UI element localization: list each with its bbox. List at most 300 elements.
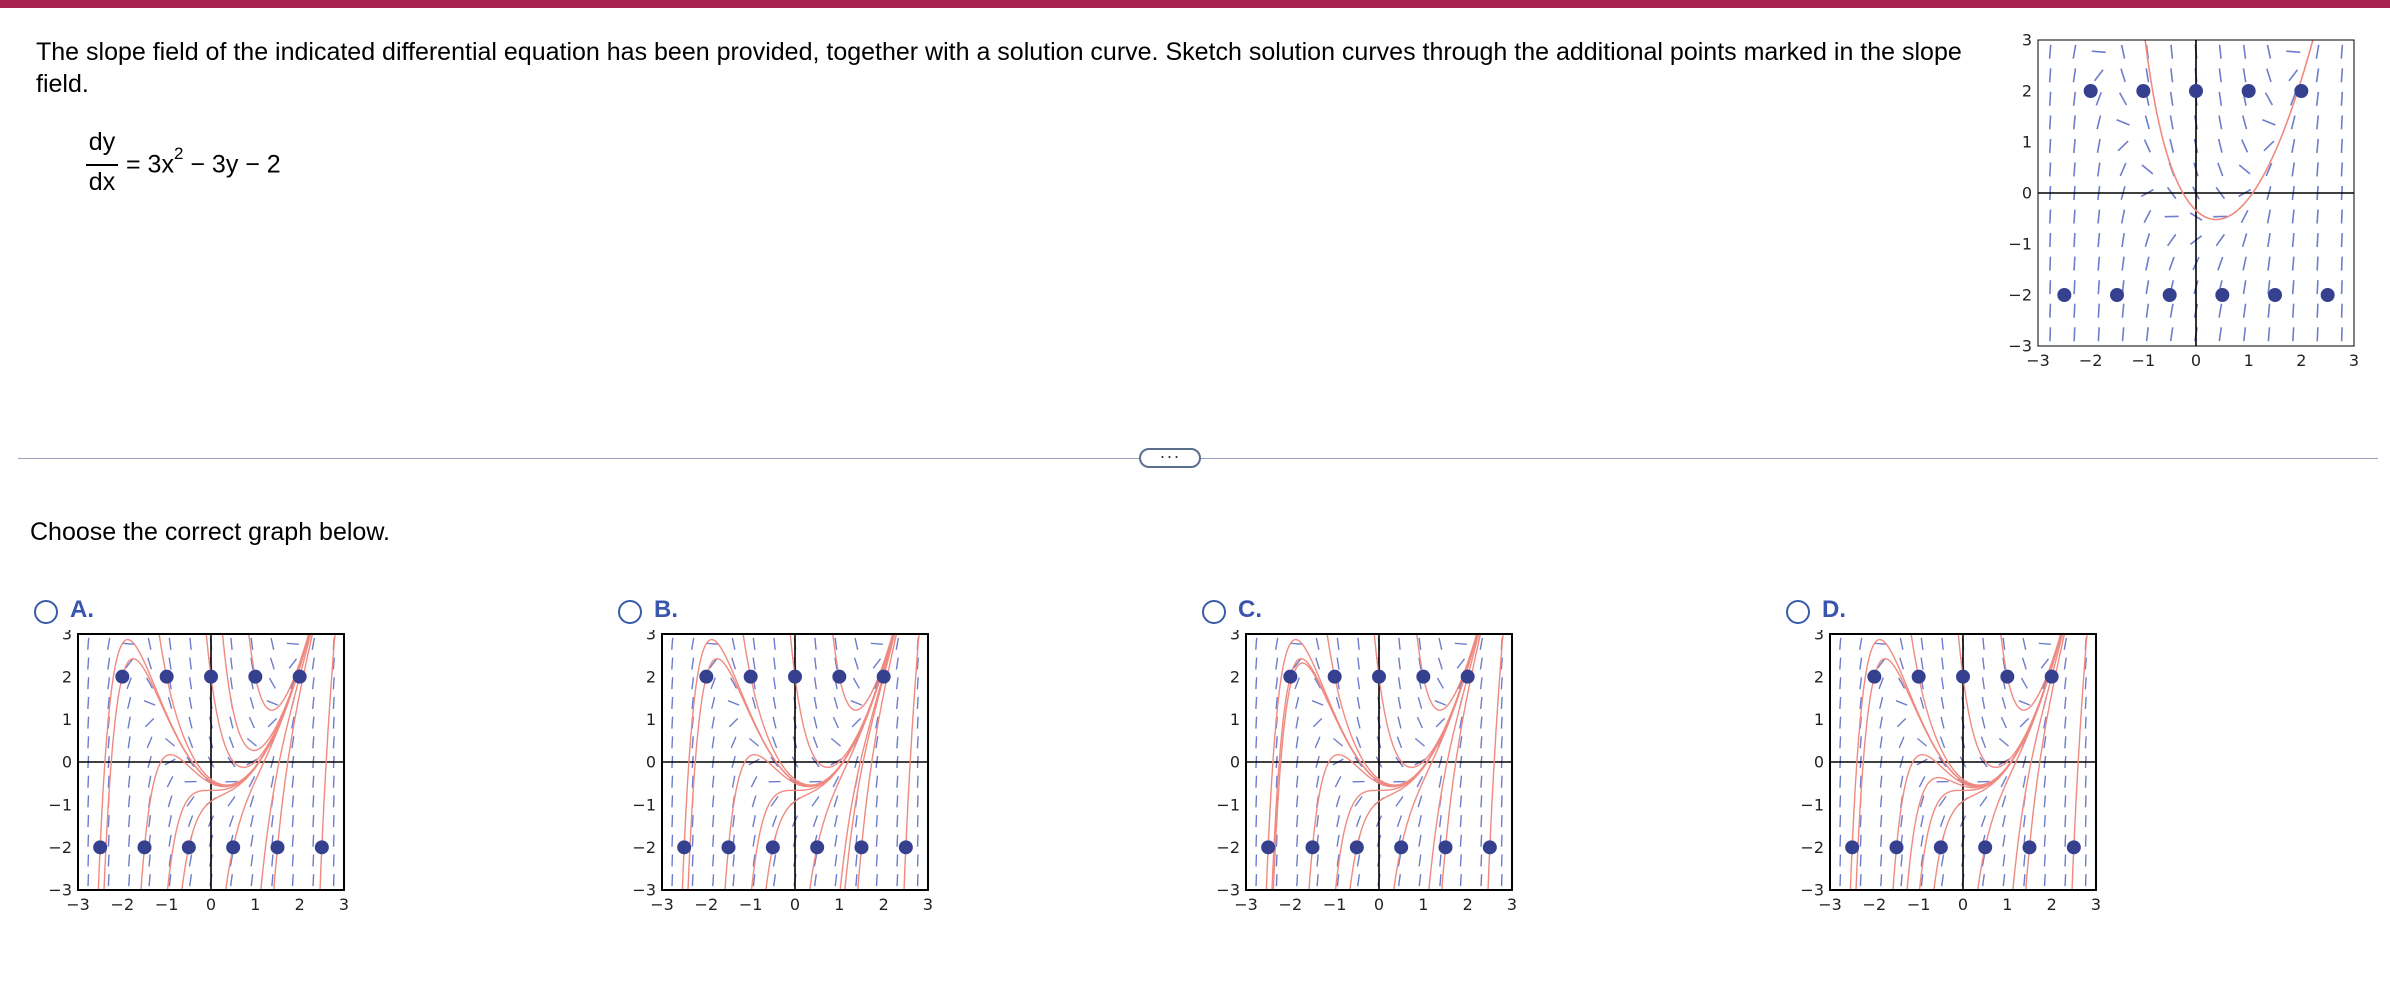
marked-point: [877, 670, 891, 684]
y-tick-label: −1: [1216, 795, 1240, 815]
marked-point: [160, 670, 174, 684]
slope-mark: [2219, 327, 2221, 341]
marked-point: [204, 670, 218, 684]
slope-mark: [2243, 233, 2247, 246]
slope-mark: [1860, 854, 1861, 866]
slope-mark: [249, 717, 254, 728]
slope-mark: [1419, 638, 1421, 650]
x-tick-label: −2: [110, 895, 135, 914]
slope-mark: [2065, 874, 2066, 886]
solution-curve: [1947, 630, 2118, 930]
slope-mark: [2074, 304, 2075, 318]
x-tick-label: 3: [338, 895, 350, 914]
slope-mark: [713, 874, 714, 886]
slope-mark: [2024, 815, 2026, 827]
slope-mark: [272, 874, 273, 886]
slope-mark: [1457, 659, 1464, 669]
slope-mark: [773, 697, 775, 709]
slope-mark: [1501, 717, 1502, 729]
slope-mark: [2074, 162, 2075, 176]
slope-mark: [2142, 165, 2153, 174]
top-accent-bar: [0, 0, 2390, 8]
slope-mark: [1296, 717, 1298, 729]
slope-mark: [108, 835, 109, 847]
slope-mark: [88, 736, 89, 748]
slope-mark: [1256, 697, 1257, 709]
slope-mark: [129, 874, 130, 886]
main-slope-field-graph: [2000, 30, 2370, 405]
x-tick-label: 3: [922, 895, 934, 914]
slope-mark: [1316, 638, 1319, 650]
slope-mark: [774, 638, 775, 650]
option-d-plot-svg: [1788, 630, 2118, 930]
slope-mark: [692, 658, 694, 670]
slope-mark: [1337, 815, 1339, 827]
y-tick-label: −2: [48, 837, 72, 857]
slope-mark: [2317, 304, 2318, 318]
slope-mark: [752, 796, 755, 807]
option-a-graph[interactable]: [36, 630, 366, 935]
slope-mark: [1276, 638, 1278, 650]
slope-mark: [2098, 257, 2099, 271]
slope-mark: [814, 697, 816, 709]
slope-mark: [2085, 697, 2086, 709]
slope-mark: [2065, 795, 2066, 807]
x-tick-label: −1: [1906, 895, 1931, 914]
marked-point: [1328, 670, 1342, 684]
slope-mark: [1900, 776, 1902, 788]
slope-mark: [672, 658, 673, 670]
y-tick-label: 2: [645, 667, 656, 687]
slope-mark: [1460, 874, 1461, 886]
slope-mark: [2293, 327, 2294, 341]
slope-mark: [1397, 737, 1401, 748]
slope-mark: [1860, 815, 1861, 827]
slope-mark: [1899, 737, 1904, 748]
marked-point: [1350, 840, 1364, 854]
slope-mark: [774, 874, 776, 886]
slope-mark: [2098, 233, 2099, 247]
slope-mark: [1481, 854, 1482, 866]
slope-mark: [835, 638, 837, 650]
slope-mark: [287, 643, 299, 644]
slope-mark: [1840, 677, 1841, 689]
option-c-plot-svg: [1204, 630, 1534, 930]
expand-more-button[interactable]: ···: [1139, 448, 1201, 468]
slope-mark: [1921, 835, 1923, 847]
slope-mark: [2096, 92, 2101, 105]
option-b-graph[interactable]: [620, 630, 950, 935]
slope-mark: [876, 874, 877, 886]
x-tick-label: −3: [1818, 895, 1842, 914]
fraction-denominator: dx: [88, 168, 116, 196]
slope-mark: [2144, 210, 2150, 222]
option-b-label: B.: [654, 596, 678, 623]
slope-mark: [1419, 815, 1421, 827]
slope-mark: [189, 697, 191, 709]
marked-point: [766, 840, 780, 854]
slope-mark: [2341, 115, 2342, 129]
marked-point: [1867, 670, 1881, 684]
slope-mark: [2341, 162, 2342, 176]
slope-mark: [876, 795, 877, 807]
slope-mark: [149, 854, 150, 866]
slope-mark: [1941, 717, 1944, 729]
slope-mark: [2317, 162, 2318, 176]
slope-mark: [313, 697, 314, 709]
slope-mark: [250, 697, 253, 709]
slope-mark: [313, 677, 314, 689]
slope-mark: [2044, 854, 2045, 866]
slope-mark: [918, 795, 919, 807]
slope-mark: [1481, 677, 1482, 689]
slope-mark: [2218, 163, 2223, 176]
slope-mark: [774, 658, 775, 670]
x-tick-label: −2: [2078, 351, 2103, 370]
slope-mark: [1880, 717, 1882, 729]
slope-mark: [1460, 795, 1461, 807]
slope-mark: [1276, 874, 1277, 886]
y-tick-label: −3: [2008, 336, 2032, 356]
option-d-graph[interactable]: [1788, 630, 2118, 935]
marked-point: [1306, 840, 1320, 854]
slope-mark: [2267, 69, 2271, 82]
slope-mark: [1881, 795, 1882, 807]
slope-mark: [1399, 658, 1400, 670]
slope-mark: [2024, 874, 2025, 886]
slope-mark: [2170, 115, 2172, 129]
slope-mark: [2317, 327, 2318, 341]
slope-mark: [773, 855, 775, 867]
slope-mark: [2268, 233, 2270, 247]
slope-mark: [713, 854, 714, 866]
option-a-label: A.: [70, 596, 94, 623]
slope-mark: [2317, 92, 2319, 106]
x-tick-label: −2: [694, 895, 719, 914]
y-tick-label: −3: [48, 880, 72, 900]
marked-point: [810, 840, 824, 854]
marked-point: [2045, 670, 2059, 684]
option-c-graph[interactable]: [1204, 630, 1534, 935]
solution-curves: [2107, 30, 2370, 220]
slope-mark: [1502, 776, 1503, 788]
slope-mark: [749, 738, 758, 746]
slope-mark: [231, 658, 232, 670]
slope-mark: [1840, 795, 1841, 807]
slope-mark: [876, 776, 877, 788]
slope-mark: [2218, 257, 2223, 270]
marked-point: [899, 840, 913, 854]
marked-point: [315, 840, 329, 854]
x-tick-label: −3: [650, 895, 674, 914]
slope-mark: [2065, 697, 2066, 709]
slope-mark: [2003, 835, 2005, 847]
slope-mark: [1860, 658, 1862, 670]
marked-point: [1890, 840, 1904, 854]
x-tick-label: 0: [205, 895, 217, 914]
slope-mark: [2292, 139, 2295, 153]
marked-point: [2000, 670, 2014, 684]
slope-mark: [292, 815, 293, 827]
slope-mark: [2064, 658, 2066, 670]
slope-mark: [271, 658, 275, 669]
marked-point: [182, 840, 196, 854]
slope-mark: [672, 736, 673, 748]
option-b-plot-svg: [620, 630, 950, 930]
marked-point: [1439, 840, 1453, 854]
slope-mark: [2243, 280, 2245, 294]
y-tick-label: −3: [1216, 880, 1240, 900]
slope-mark: [313, 835, 314, 847]
marked-point: [115, 670, 129, 684]
x-tick-label: 0: [1373, 895, 1385, 914]
slope-mark: [1297, 795, 1298, 807]
slope-mark: [2023, 776, 2025, 788]
solution-curve: [195, 630, 366, 930]
slope-mark: [108, 854, 109, 866]
slope-mark: [2342, 233, 2343, 247]
slope-mark: [812, 796, 819, 806]
x-tick-label: 2: [1462, 895, 1473, 914]
y-tick-label: −3: [1800, 880, 1824, 900]
slope-mark: [190, 677, 192, 689]
solution-curve: [1932, 630, 2118, 767]
slope-mark: [2341, 139, 2342, 153]
slope-mark: [1901, 854, 1902, 866]
slope-mark: [815, 638, 816, 650]
slope-mark: [268, 718, 277, 726]
slope-mark: [2219, 139, 2222, 153]
option-b-radio[interactable]: [618, 600, 642, 624]
slope-mark: [897, 874, 898, 886]
x-tick-label: −1: [154, 895, 179, 914]
slope-mark: [1356, 737, 1360, 748]
x-tick-label: 3: [2348, 351, 2360, 370]
slope-mark: [2292, 116, 2295, 130]
slope-mark: [190, 658, 191, 670]
slope-mark: [672, 795, 673, 807]
slope-mark: [165, 738, 174, 746]
slope-mark: [313, 815, 314, 827]
slope-mark: [897, 717, 898, 729]
x-tick-label: −3: [66, 895, 90, 914]
slope-mark: [2003, 855, 2005, 867]
slope-mark: [2342, 280, 2343, 294]
slope-mark: [2065, 854, 2066, 866]
marked-point: [1394, 840, 1408, 854]
slope-mark: [2095, 70, 2104, 81]
slope-mark: [1840, 736, 1841, 748]
slope-mark: [692, 835, 693, 847]
slope-mark: [88, 717, 89, 729]
marked-point: [2057, 288, 2071, 302]
y-tick-label: 3: [1813, 630, 1824, 644]
slope-mark: [313, 717, 314, 729]
slope-mark: [2019, 701, 2030, 705]
y-tick-label: 0: [1229, 752, 1240, 772]
slope-mark: [1440, 874, 1441, 886]
slope-mark: [1917, 738, 1926, 746]
slope-mark: [1481, 815, 1482, 827]
slope-mark: [1460, 776, 1461, 788]
slope-mark: [732, 776, 734, 788]
slope-mark: [672, 677, 673, 689]
slope-mark: [169, 815, 171, 827]
y-tick-label: 0: [2021, 183, 2032, 203]
x-tick-label: 1: [834, 895, 845, 914]
slope-mark: [2266, 93, 2273, 105]
slope-mark: [2171, 68, 2173, 82]
slope-mark: [2092, 51, 2106, 52]
y-tick-label: −2: [1216, 837, 1240, 857]
slope-mark: [1983, 638, 1984, 650]
slope-mark: [1297, 874, 1298, 886]
slope-mark: [1880, 736, 1882, 748]
slope-mark: [169, 658, 171, 670]
slope-mark: [2244, 68, 2246, 82]
slope-mark: [2122, 257, 2124, 271]
option-d-radio[interactable]: [1786, 600, 1810, 624]
slope-mark: [2050, 68, 2051, 82]
slope-mark: [88, 677, 89, 689]
slope-mark: [1256, 736, 1257, 748]
slope-mark: [855, 638, 858, 650]
slope-mark: [2171, 327, 2173, 341]
slope-mark: [1417, 717, 1422, 728]
slope-mark: [1901, 874, 1902, 886]
x-tick-label: −2: [1862, 895, 1887, 914]
slope-mark: [188, 737, 192, 748]
slope-mark: [1358, 658, 1359, 670]
slope-mark: [2146, 257, 2149, 271]
slope-mark: [2003, 874, 2004, 886]
slope-mark: [1881, 854, 1882, 866]
slope-mark: [1840, 697, 1841, 709]
slope-mark: [876, 736, 878, 748]
y-tick-label: 0: [1813, 752, 1824, 772]
slope-mark: [1419, 855, 1421, 867]
slope-mark: [851, 701, 862, 705]
slope-mark: [1900, 658, 1904, 669]
y-tick-label: 2: [1813, 667, 1824, 687]
slope-mark: [672, 697, 673, 709]
slope-mark: [1276, 854, 1277, 866]
slope-mark: [1860, 736, 1861, 748]
slope-mark: [2342, 210, 2343, 224]
slope-mark: [692, 677, 693, 689]
option-d-label: D.: [1822, 596, 1846, 623]
slope-mark: [2244, 327, 2246, 341]
slope-mark: [1439, 776, 1441, 788]
slope-mark: [753, 835, 755, 847]
slope-mark: [1881, 776, 1882, 788]
marked-point: [2242, 84, 2256, 98]
slope-mark: [1439, 658, 1443, 669]
slope-mark: [2268, 210, 2271, 224]
marked-point: [1283, 670, 1297, 684]
slope-mark: [271, 638, 274, 650]
slope-mark: [2074, 327, 2075, 341]
slope-mark: [2065, 717, 2066, 729]
slope-mark: [2044, 815, 2045, 827]
slope-mark: [1313, 718, 1322, 726]
slope-mark: [2122, 45, 2125, 59]
slope-mark: [88, 776, 89, 788]
slope-mark: [312, 658, 314, 670]
slope-mark: [2044, 736, 2046, 748]
y-tick-label: 2: [2021, 81, 2032, 101]
slope-mark: [2145, 233, 2149, 246]
option-c-radio[interactable]: [1202, 600, 1226, 624]
slope-mark: [231, 638, 232, 650]
marked-point: [226, 840, 240, 854]
y-tick-label: −1: [632, 795, 656, 815]
solution-curve: [197, 630, 366, 750]
slope-mark: [917, 736, 918, 748]
marked-point: [2294, 84, 2308, 98]
slope-mark: [1297, 854, 1298, 866]
marked-point: [2110, 288, 2124, 302]
marked-point: [93, 840, 107, 854]
solution-curve: [1363, 630, 1534, 930]
slope-mark: [2146, 116, 2150, 129]
slope-mark: [1358, 638, 1359, 650]
option-a-plot-svg: [36, 630, 366, 930]
slope-mark: [2317, 233, 2318, 247]
slope-mark: [2050, 257, 2051, 271]
slope-mark: [88, 697, 89, 709]
slope-mark: [1460, 815, 1461, 827]
slope-mark: [1481, 795, 1482, 807]
slope-mark: [2065, 815, 2066, 827]
slope-mark: [753, 658, 755, 670]
slope-mark: [2085, 736, 2086, 748]
slope-mark: [2267, 45, 2270, 59]
marked-point: [2189, 84, 2203, 98]
solution-curve: [249, 630, 366, 930]
slope-mark: [1415, 738, 1424, 746]
slope-mark: [2243, 257, 2246, 271]
slope-mark: [1481, 874, 1482, 886]
slope-mark: [2122, 210, 2125, 224]
slope-mark: [1337, 835, 1339, 847]
slope-mark: [2098, 280, 2099, 294]
slope-mark: [2065, 677, 2066, 689]
slope-mark: [231, 874, 233, 886]
slope-mark: [1840, 717, 1841, 729]
slope-mark: [815, 658, 816, 670]
slope-mark: [2050, 92, 2051, 106]
rhs-suffix: − 3y − 2: [183, 150, 281, 179]
slope-mark: [292, 874, 293, 886]
slope-mark: [1333, 738, 1342, 746]
slope-mark: [2268, 327, 2269, 341]
x-tick-label: 0: [1957, 895, 1969, 914]
slope-mark: [128, 736, 130, 748]
slope-mark: [2317, 210, 2318, 224]
slope-mark: [2241, 210, 2247, 222]
slope-mark: [1357, 717, 1360, 729]
slope-mark: [229, 737, 233, 748]
x-tick-label: 1: [2002, 895, 2013, 914]
slope-mark: [129, 795, 130, 807]
option-a-radio[interactable]: [34, 600, 58, 624]
slope-mark: [692, 638, 694, 650]
y-tick-label: −1: [48, 795, 72, 815]
marked-point: [832, 670, 846, 684]
slope-mark: [1840, 658, 1841, 670]
slope-mark: [1901, 815, 1903, 827]
